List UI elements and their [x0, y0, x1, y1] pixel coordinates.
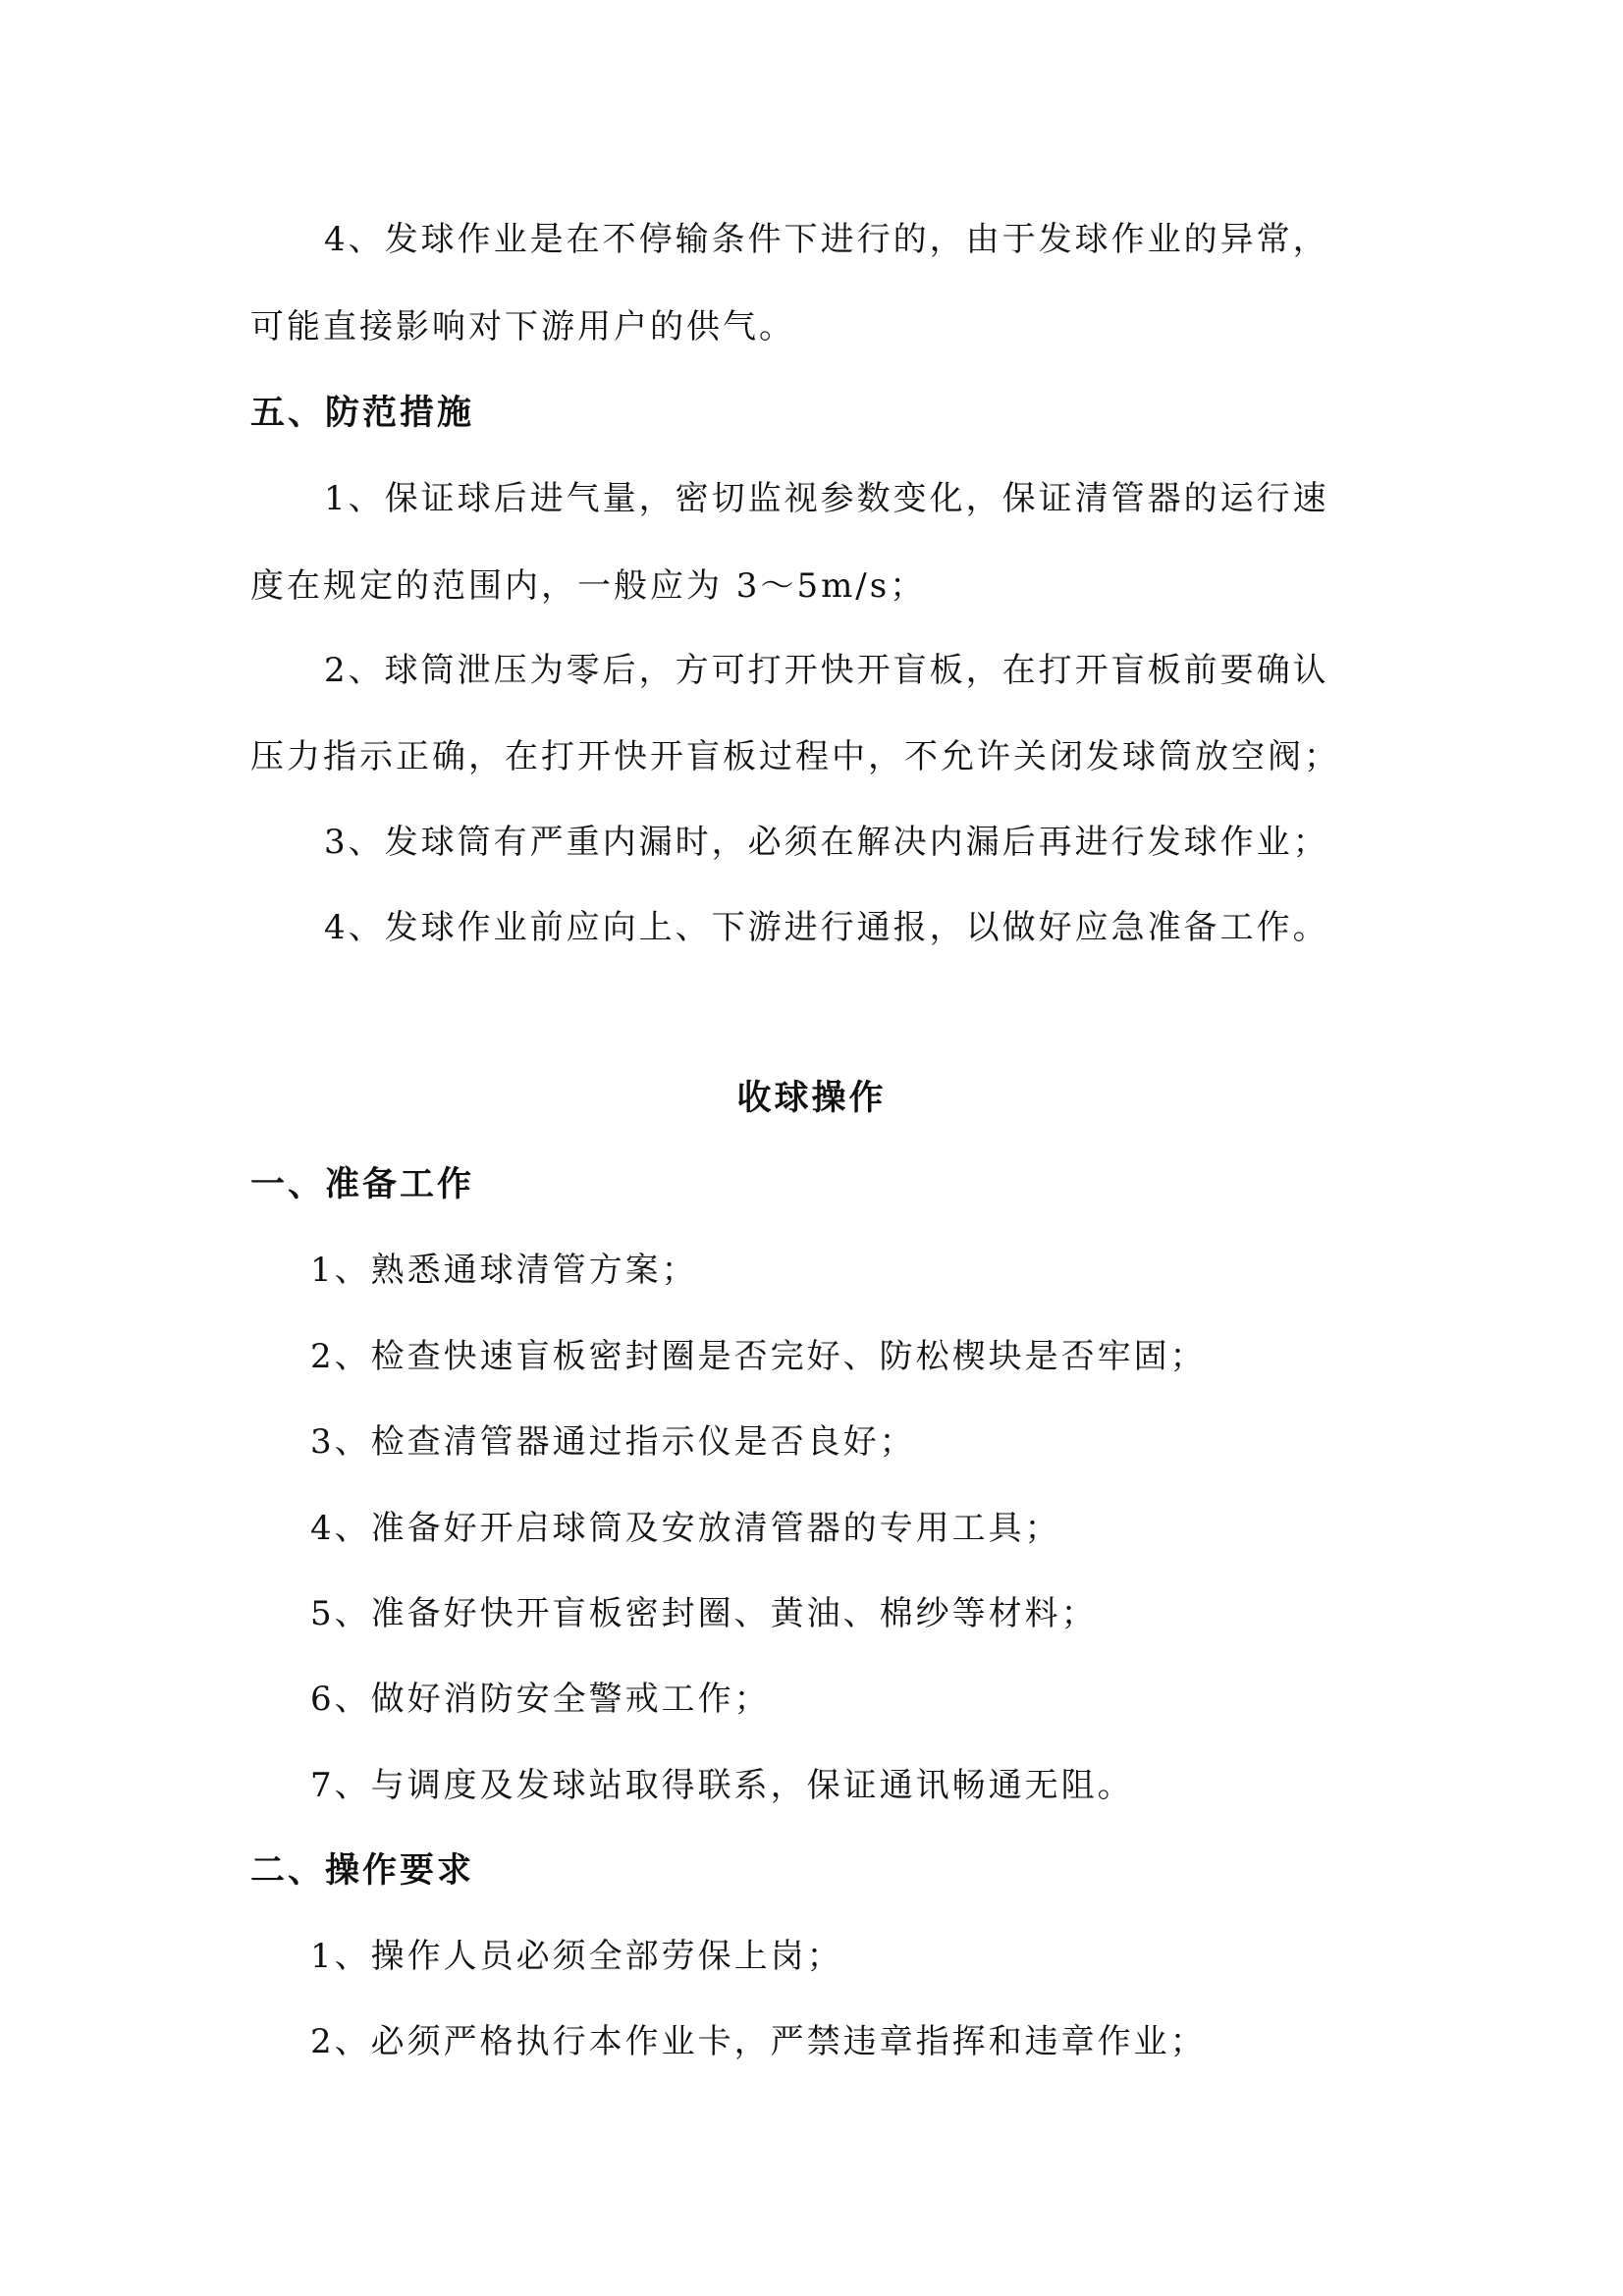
prep-item-5: 5、准备好快开盲板密封圈、黄油、棉纱等材料； — [310, 1594, 1098, 1633]
req-item-1: 1、操作人员必须全部劳保上岗； — [310, 1937, 843, 1976]
section-heading-precautions: 五、防范措施 — [250, 394, 475, 433]
prep-item-2: 2、检查快速盲板密封圈是否完好、防松楔块是否牢固； — [310, 1337, 1207, 1376]
req-item-2: 2、必须严格执行本作业卡，严禁违章指挥和违章作业； — [310, 2022, 1207, 2061]
prep-item-4: 4、准备好开启球筒及安放清管器的专用工具； — [310, 1509, 1061, 1548]
measure4: 4、发球作业前应向上、下游进行通报，以做好应急准备工作。 — [324, 908, 1329, 947]
prep-item-7: 7、与调度及发球站取得联系，保证通讯畅通无阻。 — [310, 1766, 1134, 1805]
prep-item-6: 6、做好消防安全警戒工作； — [310, 1680, 771, 1719]
prep-item-3: 3、检查清管器通过指示仪是否良好； — [310, 1422, 916, 1462]
measure2-line1: 2、球筒泄压为零后，方可打开快开盲板，在打开盲板前要确认 — [324, 651, 1329, 690]
prep-item-1: 1、熟悉通球清管方案； — [310, 1251, 698, 1290]
measure2-line2: 压力指示正确，在打开快开盲板过程中，不允许关闭发球筒放空阀； — [250, 737, 1340, 776]
section-heading-operation-requirements: 二、操作要求 — [250, 1851, 475, 1891]
receive-operation-title: 收球操作 — [736, 1079, 887, 1118]
measure3: 3、发球筒有严重内漏时，必须在解决内漏后再进行发球作业； — [324, 823, 1329, 862]
section-heading-preparation: 一、准备工作 — [250, 1165, 475, 1204]
measure1-line1: 1、保证球后进气量，密切监视参数变化，保证清管器的运行速 — [324, 479, 1329, 518]
launch-item4-line2: 可能直接影响对下游用户的供气。 — [250, 307, 795, 347]
measure1-line2: 度在规定的范围内，一般应为 3～5m/s； — [250, 566, 927, 606]
launch-item4-line1: 4、发球作业是在不停输条件下进行的，由于发球作业的异常， — [324, 220, 1329, 259]
